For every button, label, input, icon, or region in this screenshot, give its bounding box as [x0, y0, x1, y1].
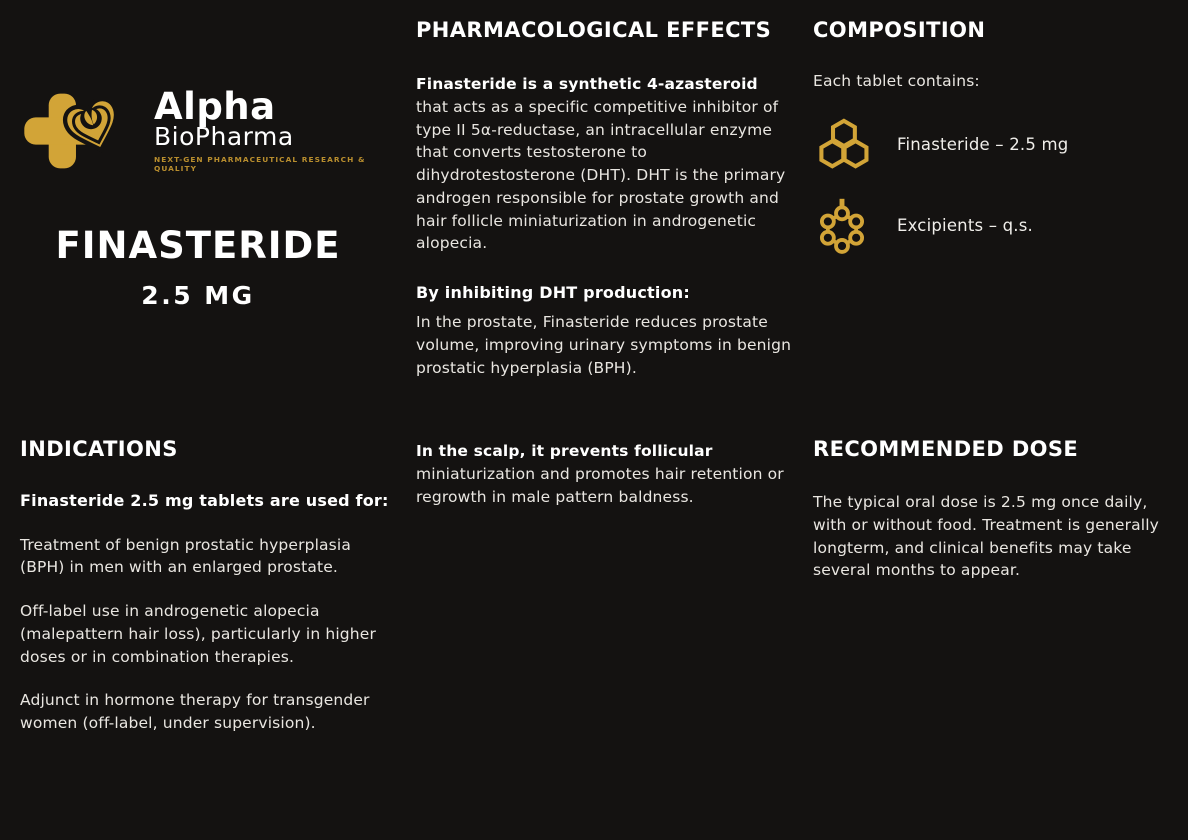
indication-item-hormone-therapy: Adjunct in hormone therapy for transgender women (off-label, under supervision).	[20, 691, 370, 733]
brand-wordmark	[154, 84, 376, 174]
scalp-effect-paragraph	[416, 440, 794, 508]
scalp-effect-lead: In the scalp, it prevents follicular	[416, 442, 713, 460]
indications-intro: Finasteride 2.5 mg tablets are used for:	[20, 491, 389, 510]
pharmacological-effects-heading: PHARMACOLOGICAL EFFECTS	[416, 18, 772, 42]
composition-intro: Each tablet contains:	[813, 72, 980, 90]
alpha-biopharma-logo-icon	[20, 84, 142, 178]
dht-inhibition-subheading: By inhibiting DHT production:	[416, 283, 690, 303]
prostate-effect-paragraph: In the prostate, Finasteride reduces prostate volume, improving urinary symptoms in benign prostatic hyperplasia (BPH).	[416, 313, 792, 377]
recommended-dose-paragraph: The typical oral dose is 2.5 mg once daily, with or without food. Treatment is generally longterm, and clinical benefits may take several months to appear.	[813, 493, 1160, 580]
product-name: FINASTERIDE	[55, 224, 341, 267]
indication-item-bph: Treatment of benign prostatic hyperplasia (BPH) in men with an enlarged prostate.	[20, 535, 352, 577]
composition-item-finasteride	[813, 116, 1165, 174]
composition-heading: COMPOSITION	[813, 18, 986, 42]
pharmacology-paragraph-1	[416, 73, 794, 255]
scalp-effect-block	[416, 440, 794, 508]
brand-block	[20, 84, 376, 310]
brand-tagline: NEXT-GEN PHARMACEUTICAL RESEARCH & QUALITY	[154, 155, 366, 174]
pharmacology-paragraph-1-rest: that acts as a specific competitive inhibitor of type II 5α-reductase, an intracellular enzyme that converts testosterone to dihydrotestosterone (DHT). DHT is the primary androgen responsible for prostate growth and hair follicle miniaturization in androgenetic alopecia.	[416, 97, 786, 253]
product-strength: 2.5 MG	[141, 281, 255, 310]
recommended-dose-heading: RECOMMENDED DOSE	[813, 437, 1079, 461]
indication-item-alopecia: Off-label use in androgenetic alopecia (malepattern hair loss), particularly in higher doses or in combination therapies.	[20, 602, 376, 666]
brand-name-line2: BioPharma	[154, 121, 294, 151]
indications-section	[20, 437, 394, 735]
ring-molecule-icon	[813, 197, 871, 255]
pharmacological-effects-section	[416, 18, 794, 380]
indications-heading: INDICATIONS	[20, 437, 178, 461]
brand-name-line1: Alpha	[154, 84, 276, 128]
brand-logo	[20, 84, 376, 178]
composition-item-label: Excipients – q.s.	[897, 216, 1033, 236]
scalp-effect-rest: miniaturization and promotes hair retention or regrowth in male pattern baldness.	[416, 464, 784, 506]
recommended-dose-section	[813, 437, 1165, 582]
composition-item-label: Finasteride – 2.5 mg	[897, 135, 1069, 155]
hexagon-molecule-icon	[813, 116, 871, 174]
composition-item-excipients	[813, 197, 1165, 255]
pharmacology-paragraph-1-lead: Finasteride is a synthetic 4-azasteroid	[416, 75, 758, 93]
composition-section	[813, 18, 1165, 255]
